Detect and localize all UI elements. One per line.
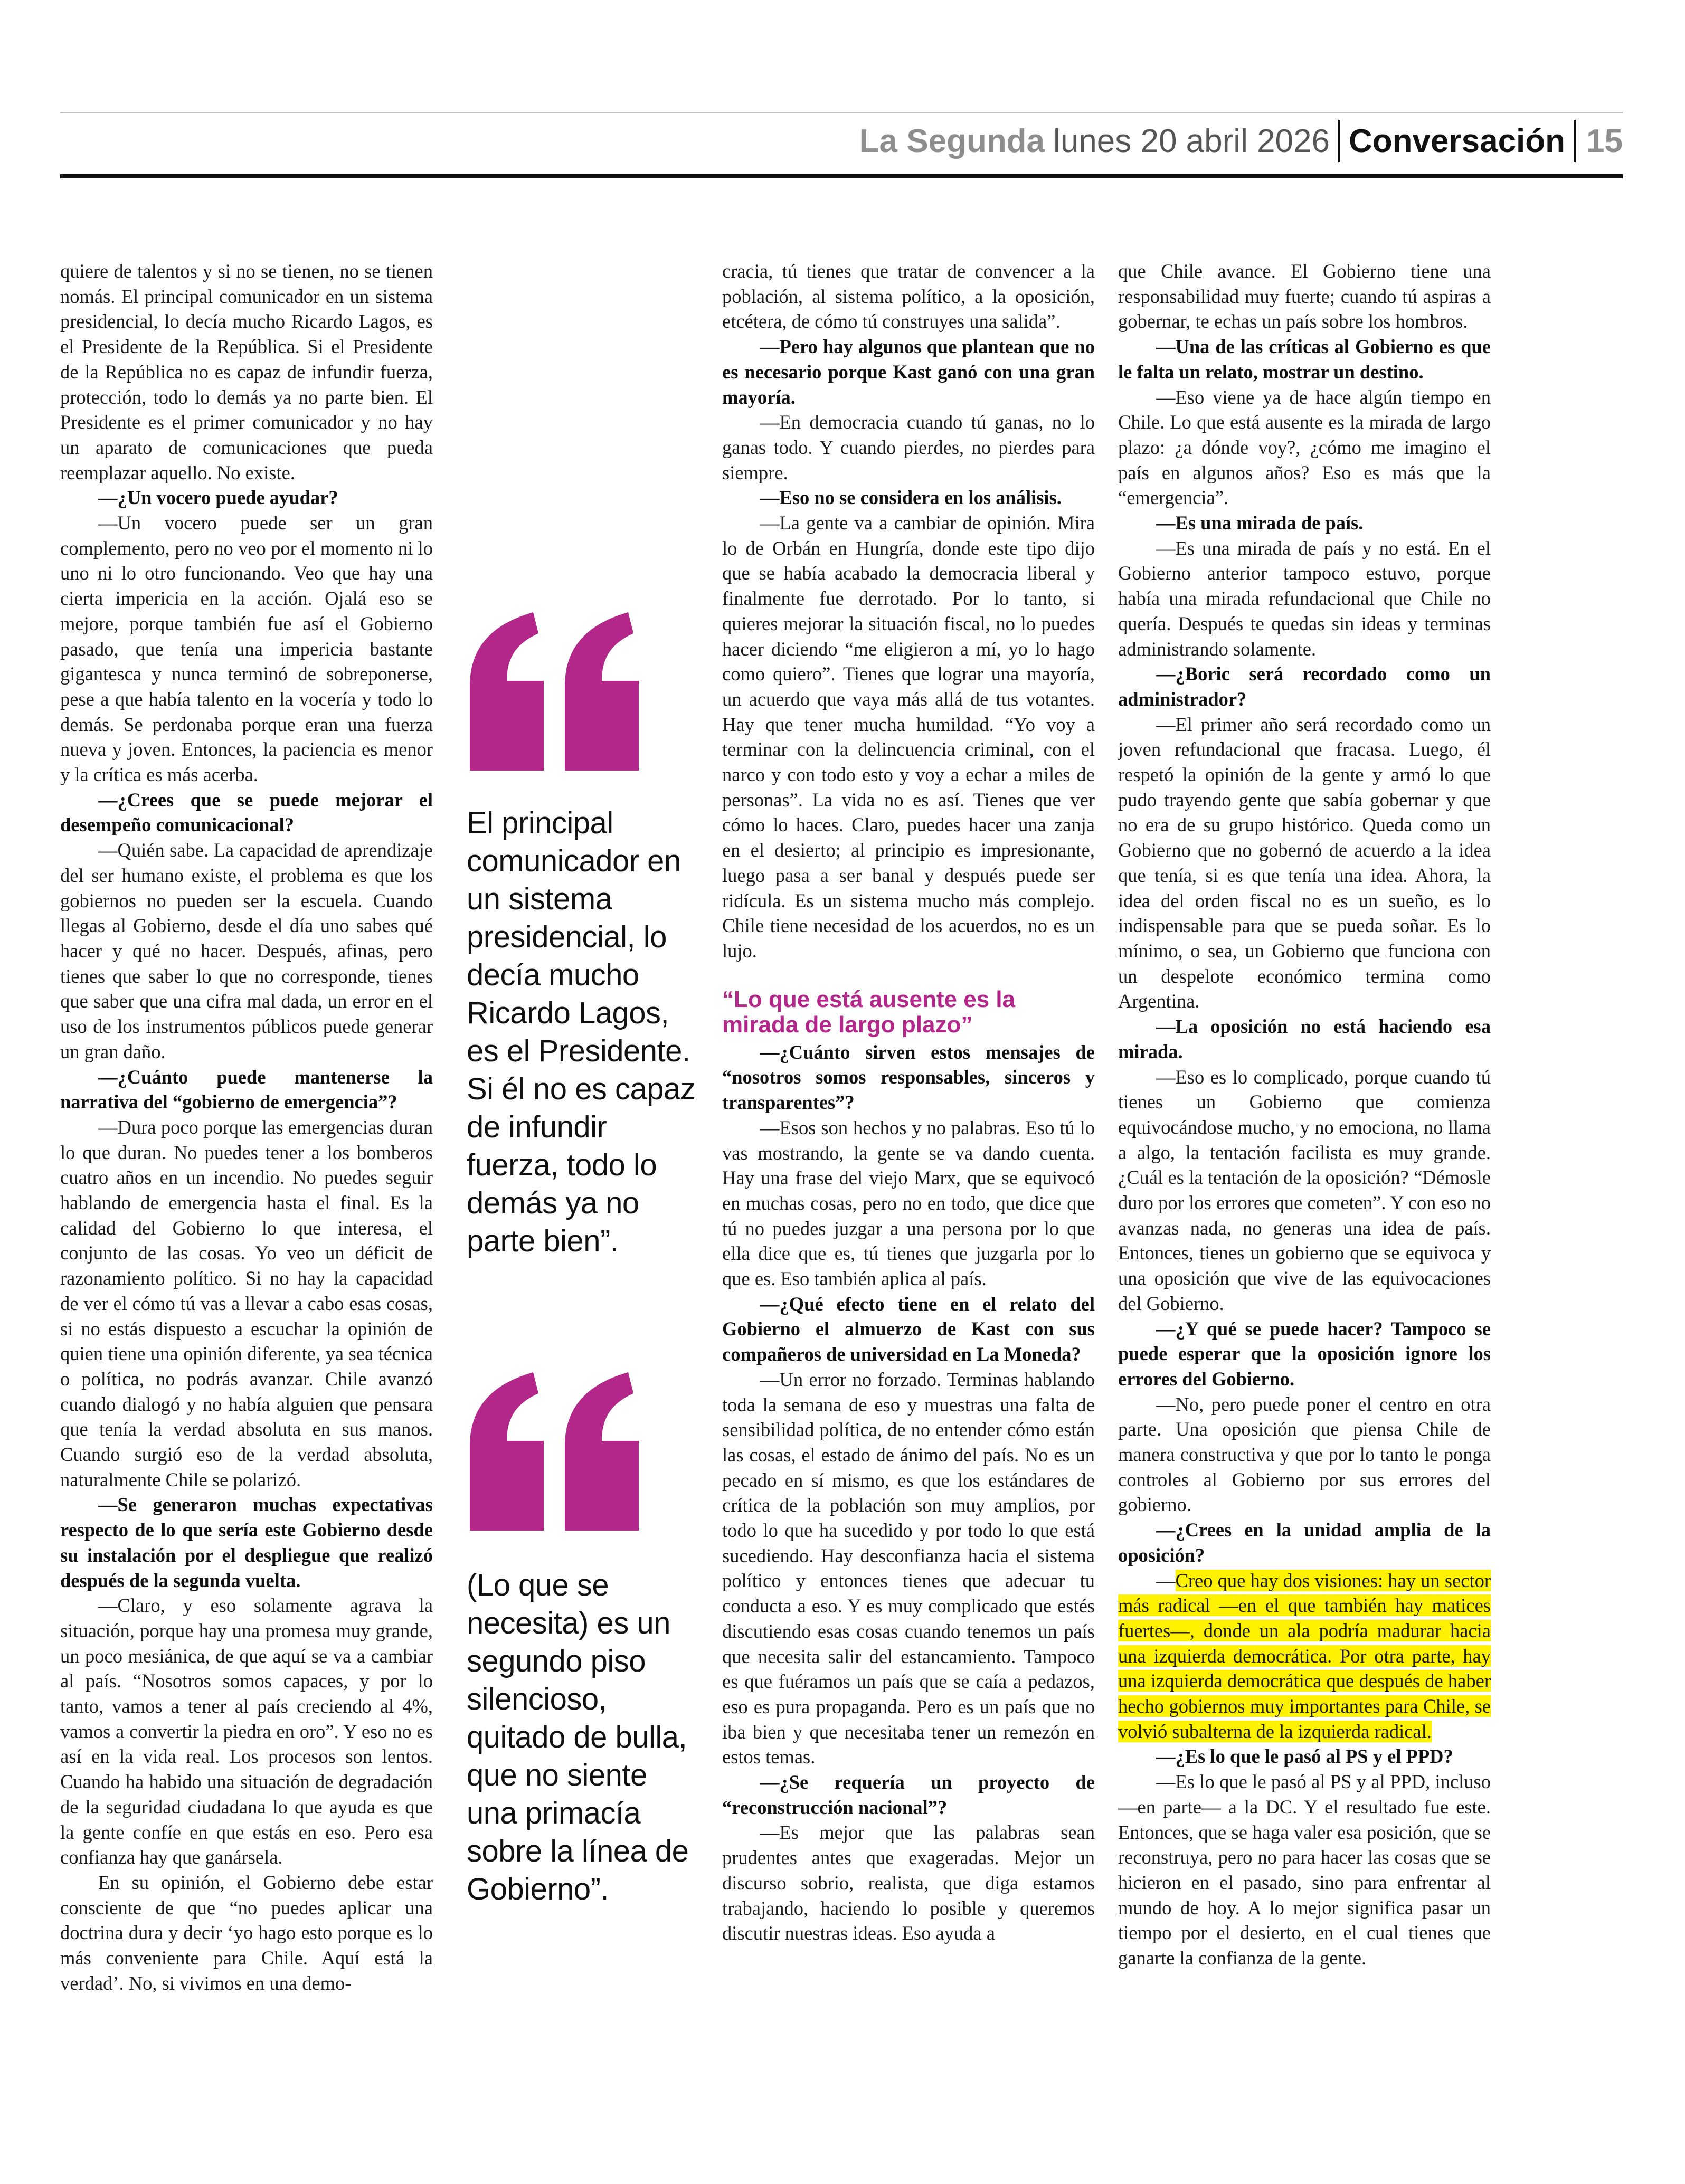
dash: —	[1156, 1569, 1176, 1591]
interview-question: —¿Se requería un proyecto de “reconstrucción nacional”?	[722, 1771, 1095, 1818]
interview-question: —¿Cuánto puede mantenerse la narrativa del “gobierno de emergencia”?	[60, 1066, 433, 1113]
interview-question: —¿Es lo que le pasó al PS y el PPD?	[1156, 1745, 1453, 1768]
interview-question: —¿Boric será recordado como un administrador?	[1118, 663, 1491, 710]
paragraph: —En democracia cuando tú ganas, no lo ganas todo. Y cuando pierdes, no pierdes para siempre.	[722, 411, 1095, 483]
interview-question: —Eso no se considera en los análisis.	[760, 487, 1062, 509]
page-number: 15	[1586, 122, 1623, 159]
top-divider	[60, 112, 1623, 113]
paragraph: —Esos son hechos y no palabras. Eso tú lo vas mostrando, la gente se va dando cuenta. Hay una frase del viejo Marx, que se equivocó en muchas cosas, pero no en todo, que dice que tú no puedes juzgar a una persona por lo que ella dice que es, tú tienes que juzgarla por lo que es. Eso también aplica al país.	[722, 1116, 1095, 1290]
paragraph: —Es una mirada de país y no está. En el Gobierno anterior tampoco estuvo, porque había una mirada refundacional que Chile no quería. Después te quedas sin ideas y terminas administrando solamente.	[1118, 537, 1491, 660]
interview-question: —¿Crees en la unidad amplia de la oposición?	[1118, 1519, 1491, 1566]
issue-date: lunes 20 abril 2026	[1053, 122, 1330, 159]
interview-question: —Se generaron muchas expectativas respecto de lo que sería este Gobierno desde su instalación por el despliegue que realizó después de la segunda vuelta.	[60, 1494, 433, 1591]
paragraph: —Claro, y eso solamente agrava la situación, porque hay una promesa muy grande, un poco mesiánica, de que aquí se va a cambiar al país. “Nosotros somos capaces, y por lo tanto, vamos a tener al país creciendo al 4%, vamos a convertir la piedra en oro”. Y eso no es así en la vida real. Los procesos son lentos. Cuando ha habido una situación de degradación de la seguridad ciudadana lo que ayuda es que la gente confíe en que estás en eso. Pero esa confianza hay que ganársela.	[60, 1594, 433, 1868]
article-column-1	[60, 259, 433, 1996]
header-separator-2	[1574, 120, 1576, 162]
paragraph: —Dura poco porque las emergencias duran lo que duran. No puedes tener a los bomberos cuatro años en un incendio. No puedes seguir hablando de emergencia hasta el final. Es la calidad del Gobierno lo que interesa, el conjunto de las cosas. Yo veo un déficit de razonamiento político. Si no hay la capacidad de ver el cómo tú vas a llevar a cabo esas cosas, si no estás dispuesto a escuchar la opinión de quien tiene una opinión diferente, ya sea técnica o política, no podrás avanzar. Chile avanzó cuando dialogó y no había alguien que pensara que tenía la verdad absoluta en sus manos. Cuando surgió eso de la verdad absoluta, naturalmente Chile se polarizó.	[60, 1116, 433, 1490]
quote-mark-icon	[465, 612, 644, 771]
interview-question: —¿Y qué se puede hacer? Tampoco se puede esperar que la oposición ignore los errores del Gobierno.	[1118, 1317, 1491, 1390]
paragraph: —El primer año será recordado como un joven refundacional que fracasa. Luego, él respetó la opinión de la gente y armó lo que pudo trayendo gente que sabía gobernar y que no era de su grupo histórico. Queda como un Gobierno que no gobernó de acuerdo a la idea que tenía, si es que tenía una idea. Ahora, la idea del orden fiscal no es un sueño, es lo indispensable para que se pueda soñar. Es lo mínimo, o sea, un Gobierno que funciona con un despelote económico termina como Argentina.	[1118, 713, 1491, 1012]
paragraph: —Eso viene ya de hace algún tiempo en Chile. Lo que está ausente es la mirada de largo plazo: ¿a dónde voy?, ¿cómo me imagino el país en algunos años? Eso es más que la “emergencia”.	[1118, 386, 1491, 509]
interview-question: —¿Qué efecto tiene en el relato del Gobierno el almuerzo de Kast con sus compañeros de universidad en La Moneda?	[722, 1293, 1095, 1365]
paragraph: En su opinión, el Gobierno debe estar consciente de que “no puedes aplicar una doctrina dura y decir ‘yo hago esto porque es lo más conveniente para Chile. Aquí está la verdad’. No, si vivimos en una demo-	[60, 1872, 433, 1994]
header-separator	[1338, 120, 1340, 162]
section-subheading: “Lo que está ausente es la mirada de largo plazo”	[722, 986, 1016, 1038]
interview-question: —¿Crees que se puede mejorar el desempeño comunicacional?	[60, 789, 433, 836]
paragraph: —Es mejor que las palabras sean prudentes antes que exageradas. Mejor un discurso sobrio, realista, que diga estamos trabajando, haciendo lo posible y queremos discutir nuestras ideas. Eso ayuda a	[722, 1821, 1095, 1944]
interview-question: —¿Un vocero puede ayudar?	[98, 487, 338, 509]
header-rule	[60, 174, 1623, 178]
paragraph: cracia, tú tienes que tratar de convencer a la población, al sistema político, a la oposición, etcétera, de cómo tú construyes una salida”.	[722, 260, 1095, 333]
paragraph: —No, pero puede poner el centro en otra parte. Una oposición que piensa Chile de manera constructiva y que por lo tanto le ponga controles al Gobierno por sus errores del gobierno.	[1118, 1393, 1491, 1516]
paragraph: —Es lo que le pasó al PS y al PPD, incluso —en parte— a la DC. Y el resultado fue este. Entonces, que se haga valer esa posición, que se reconstruya, pero no para hacer las cosas que se hicieron en el pasado, sino para enfrentar al mundo de hoy. A lo mejor significa pasar un tiempo por el desierto, en el cual tienes que ganarte la confianza de la gente.	[1118, 1771, 1491, 1969]
interview-question: —Es una mirada de país.	[1156, 512, 1364, 534]
newspaper-name: La Segunda	[859, 122, 1045, 159]
paragraph: que Chile avance. El Gobierno tiene una responsabilidad muy fuerte; cuando tú aspiras a gobernar, te echas un país sobre los hombros.	[1118, 260, 1491, 333]
article-column-3	[1118, 259, 1491, 1971]
interview-question: —Una de las críticas al Gobierno es que le falta un relato, mostrar un destino.	[1118, 336, 1491, 383]
interview-question: —¿Cuánto sirven estos mensajes de “nosotros somos responsables, sinceros y transparentes”?	[722, 1041, 1095, 1114]
interview-question: —Pero hay algunos que plantean que no es necesario porque Kast ganó con una gran mayoría.	[722, 336, 1095, 408]
paragraph: —Eso es lo complicado, porque cuando tú tienes un Gobierno que comienza equivocándose mucho, y no emociona, no llama a algo, la tentación facilista es muy grande. ¿Cuál es la tentación de la oposición? “Démosle duro por los errores que cometen”. Y con eso no avanzas nada, no generas una idea de país. Entonces, tienes un gobierno que se equivoca y una oposición que vive de las equivocaciones del Gobierno.	[1118, 1066, 1491, 1314]
paragraph: —Quién sabe. La capacidad de aprendizaje del ser humano existe, el problema es que los gobiernos no pueden ser la escuela. Cuando llegas al Gobierno, desde el día uno sabes qué hacer y qué no hacer. Después, afinas, pero tienes que saber lo que no corresponde, tienes que saber que una cifra mal dada, un error en el uso de los instrumentos públicos puede generar un gran daño.	[60, 839, 433, 1062]
paragraph: —Un vocero puede ser un gran complemento, pero no veo por el momento ni lo uno ni lo otro funcionando. Veo que hay una cierta impericia en la acción. Ojalá eso se mejore, porque también fue así el Gobierno pasado, que tenía una impericia bastante gigantesca y nunca terminó de sobreponerse, pese a que había talento en la vocería y todo lo demás. Se perdonaba porque eran una fuerza nueva y joven. Entonces, la paciencia es menor y la crítica es más acerba.	[60, 512, 433, 786]
pull-quote: El principal comunicador en un sistema presidencial, lo decía mucho Ricardo Lagos, es el Presidente. Si él no es capaz de infundir fuerza, todo lo demás ya no parte bien”.	[467, 806, 696, 1258]
paragraph: —La gente va a cambiar de opinión. Mira lo de Orbán en Hungría, donde este tipo dijo que se había acabado la democracia liberal y finalmente fue derrotado. Por lo tanto, si quieres mejorar la situación fiscal, no lo puedes hacer diciendo “me eligieron a mí, yo lo hago como quiero”. Tienes que lograr una mayoría, un acuerdo que vaya más allá de tus votantes. Hay que tener mucha humildad. “Yo voy a terminar con la delincuencia criminal, con el narco y con todo esto y voy a echar a miles de personas”. La vida no es así. Tienes que ver cómo lo haces. Claro, puedes hacer una zanja en el desierto; al principio es impresionante, luego pasa a ser banal y después puede ser ridícula. Es un sistema mucho más complejo. Chile tiene necesidad de los acuerdos, no es un lujo.	[722, 512, 1095, 962]
article-column-2	[722, 259, 1095, 1946]
interview-question: —La oposición no está haciendo esa mirada.	[1118, 1015, 1491, 1062]
highlighted-paragraph	[1118, 1568, 1491, 1744]
paragraph: quiere de talentos y si no se tienen, no se tienen nomás. El principal comunicador en un sistema presidencial, lo decía mucho Ricardo Lagos, es el Presidente de la República. Si el Presidente de la República no es capaz de infundir fuerza, protección, todo lo demás ya no parte bien. El Presidente es el primer comunicador y no hay un aparato de comunicaciones que pueda reemplazar aquello. No existe.	[60, 260, 433, 483]
highlighted-text: Creo que hay dos visiones: hay un sector más radical —en el que también hay matices fuertes—, donde un ala podría madurar hacia una izquierda democrática. Por otra parte, hay una izquierda democrática que después de haber hecho gobiernos muy importantes para Chile, se volvió subalterna de la izquierda radical.	[1118, 1569, 1491, 1742]
page-header	[859, 117, 1623, 165]
quote-mark-icon	[465, 1372, 644, 1531]
paragraph: —Un error no forzado. Terminas hablando toda la semana de eso y muestras una falta de sensibilidad política, de no entender cómo están las cosas, el estado de ánimo del país. No es un pecado en sí mismo, es que los estándares de crítica de la población son muy amplios, por todo lo que ha sucedido y por todo lo que está sucediendo. Hay desconfianza hacia el sistema político y entonces tienes que adecuar tu conducta a eso. Y es muy complicado que estés discutiendo esas cosas cuando tenemos un país que necesita salir del estancamiento. Tampoco es que fuéramos un país que se caía a pedazos, eso es pura propaganda. Pero es un país que no iba bien y que necesitaba tener un remezón en estos temas.	[722, 1368, 1095, 1768]
section-name: Conversación	[1349, 122, 1566, 159]
pull-quote: (Lo que se necesita) es un segundo piso silencioso, quitado de bulla, que no siente una primacía sobre la línea de Gobierno”.	[467, 1568, 689, 1906]
